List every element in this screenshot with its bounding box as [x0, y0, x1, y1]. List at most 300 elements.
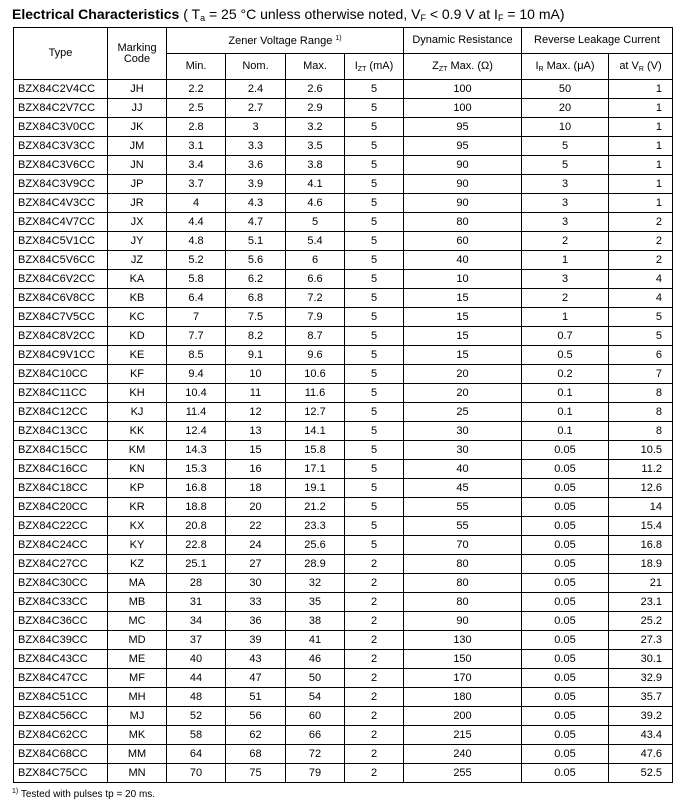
cell-izt: 2: [345, 707, 404, 726]
hdr-sub: R: [638, 65, 644, 73]
cell-vr: 4: [609, 289, 673, 308]
cell-izt: 5: [345, 498, 404, 517]
cell-vz-max: 50: [286, 669, 345, 688]
table-row: [14, 669, 673, 688]
cell-vz-min: 31: [167, 593, 226, 612]
cell-zzt-max: 40: [404, 460, 522, 479]
cell-vz-min: 52: [167, 707, 226, 726]
cell-marking: MM: [108, 745, 167, 764]
cell-marking: MB: [108, 593, 167, 612]
header-row-top: [14, 28, 673, 54]
cell-ir-max: 0.05: [522, 612, 609, 631]
cell-vz-min: 12.4: [167, 422, 226, 441]
cell-zzt-max: 15: [404, 289, 522, 308]
header-nom: Nom.: [226, 54, 286, 80]
cell-vz-min: 16.8: [167, 479, 226, 498]
cell-ir-max: 0.05: [522, 555, 609, 574]
cell-ir-max: 3: [522, 213, 609, 232]
cell-vr: 23.1: [609, 593, 673, 612]
title-condition: [183, 6, 564, 22]
cell-marking: JJ: [108, 99, 167, 118]
cell-izt: 5: [345, 517, 404, 536]
table-row: [14, 308, 673, 327]
cell-type: BZX84C12CC: [14, 403, 108, 422]
cell-type: BZX84C51CC: [14, 688, 108, 707]
cell-vz-min: 14.3: [167, 441, 226, 460]
cell-vz-max: 23.3: [286, 517, 345, 536]
cell-vz-min: 40: [167, 650, 226, 669]
cell-ir-max: 2: [522, 232, 609, 251]
cell-vz-nom: 33: [226, 593, 286, 612]
table-row: [14, 327, 673, 346]
header-zener-range: [167, 28, 404, 54]
cell-marking: KN: [108, 460, 167, 479]
cell-izt: 5: [345, 156, 404, 175]
cell-vz-nom: 3.6: [226, 156, 286, 175]
cell-type: BZX84C5V6CC: [14, 251, 108, 270]
cell-ir-max: 0.05: [522, 764, 609, 783]
cell-vr: 8: [609, 422, 673, 441]
cell-zzt-max: 200: [404, 707, 522, 726]
table-row: [14, 194, 673, 213]
cell-vr: 1: [609, 137, 673, 156]
cell-izt: 5: [345, 137, 404, 156]
cell-vz-min: 15.3: [167, 460, 226, 479]
cell-vr: 5: [609, 308, 673, 327]
cell-vr: 39.2: [609, 707, 673, 726]
header-min: Min.: [167, 54, 226, 80]
cell-marking: KJ: [108, 403, 167, 422]
cell-izt: 5: [345, 422, 404, 441]
cell-vz-nom: 51: [226, 688, 286, 707]
footnote-marker: 1): [12, 788, 19, 795]
cell-izt: 5: [345, 479, 404, 498]
section-title: [12, 6, 565, 23]
cell-zzt-max: 70: [404, 536, 522, 555]
cell-vz-min: 18.8: [167, 498, 226, 517]
cell-vz-max: 15.8: [286, 441, 345, 460]
table-row: [14, 232, 673, 251]
cell-vr: 4: [609, 270, 673, 289]
cell-type: BZX84C4V7CC: [14, 213, 108, 232]
cell-ir-max: 5: [522, 137, 609, 156]
cell-vz-max: 11.6: [286, 384, 345, 403]
cell-type: BZX84C18CC: [14, 479, 108, 498]
cell-type: BZX84C3V3CC: [14, 137, 108, 156]
table-row: [14, 555, 673, 574]
table-row: [14, 403, 673, 422]
cell-type: BZX84C9V1CC: [14, 346, 108, 365]
cell-zzt-max: 90: [404, 612, 522, 631]
cell-type: BZX84C15CC: [14, 441, 108, 460]
cell-type: BZX84C27CC: [14, 555, 108, 574]
cell-type: BZX84C33CC: [14, 593, 108, 612]
cell-marking: KM: [108, 441, 167, 460]
cell-vz-nom: 3.9: [226, 175, 286, 194]
cell-izt: 2: [345, 574, 404, 593]
cell-type: BZX84C16CC: [14, 460, 108, 479]
cell-marking: MJ: [108, 707, 167, 726]
cell-vr: 1: [609, 194, 673, 213]
cond-sub: F: [420, 13, 426, 23]
cell-zzt-max: 95: [404, 137, 522, 156]
cell-vz-min: 28: [167, 574, 226, 593]
cell-izt: 2: [345, 726, 404, 745]
cell-vz-nom: 24: [226, 536, 286, 555]
cell-ir-max: 1: [522, 308, 609, 327]
cell-vz-nom: 10: [226, 365, 286, 384]
hdr-part: at V: [619, 59, 639, 72]
cell-vz-max: 38: [286, 612, 345, 631]
title-main: Electrical Characteristics: [12, 6, 180, 22]
cell-type: BZX84C20CC: [14, 498, 108, 517]
cell-izt: 5: [345, 365, 404, 384]
cell-marking: KR: [108, 498, 167, 517]
cell-vz-min: 3.1: [167, 137, 226, 156]
cell-type: BZX84C7V5CC: [14, 308, 108, 327]
cell-type: BZX84C56CC: [14, 707, 108, 726]
cell-vr: 52.5: [609, 764, 673, 783]
cell-vz-nom: 5.6: [226, 251, 286, 270]
cell-ir-max: 0.1: [522, 403, 609, 422]
cell-vz-min: 25.1: [167, 555, 226, 574]
cell-vz-min: 4.8: [167, 232, 226, 251]
cell-vr: 8: [609, 403, 673, 422]
cell-vr: 1: [609, 80, 673, 99]
table-row: [14, 574, 673, 593]
cell-vz-min: 9.4: [167, 365, 226, 384]
cell-vz-min: 44: [167, 669, 226, 688]
cell-ir-max: 3: [522, 194, 609, 213]
cell-type: BZX84C2V7CC: [14, 99, 108, 118]
header-dynamic-resistance: Dynamic Resistance: [404, 28, 522, 54]
cell-zzt-max: 90: [404, 156, 522, 175]
cell-izt: 2: [345, 555, 404, 574]
cell-marking: MC: [108, 612, 167, 631]
cond-part: ( T: [183, 6, 201, 22]
zener-label: Zener Voltage Range: [228, 34, 333, 47]
cell-ir-max: 0.1: [522, 422, 609, 441]
cell-type: BZX84C13CC: [14, 422, 108, 441]
cell-vr: 1: [609, 156, 673, 175]
cell-vr: 5: [609, 327, 673, 346]
cell-ir-max: 0.05: [522, 707, 609, 726]
table-row: [14, 118, 673, 137]
cell-vz-nom: 43: [226, 650, 286, 669]
cell-ir-max: 0.05: [522, 631, 609, 650]
cell-vz-nom: 6.8: [226, 289, 286, 308]
cell-zzt-max: 15: [404, 308, 522, 327]
cell-type: BZX84C39CC: [14, 631, 108, 650]
cell-vr: 10.5: [609, 441, 673, 460]
cell-zzt-max: 20: [404, 365, 522, 384]
hdr-part: I: [535, 59, 539, 72]
cell-vz-min: 64: [167, 745, 226, 764]
cell-vz-nom: 3: [226, 118, 286, 137]
cell-ir-max: 0.5: [522, 346, 609, 365]
cell-ir-max: 0.7: [522, 327, 609, 346]
header-izt: [345, 54, 404, 80]
cell-izt: 5: [345, 308, 404, 327]
cell-vr: 8: [609, 384, 673, 403]
cell-marking: MF: [108, 669, 167, 688]
table-row: [14, 612, 673, 631]
cell-marking: JN: [108, 156, 167, 175]
table-row: [14, 251, 673, 270]
table-body: [14, 80, 673, 783]
cell-vz-max: 21.2: [286, 498, 345, 517]
cell-vz-max: 17.1: [286, 460, 345, 479]
cell-vz-max: 9.6: [286, 346, 345, 365]
cell-vr: 15.4: [609, 517, 673, 536]
cell-vz-nom: 68: [226, 745, 286, 764]
cond-sub: a: [200, 13, 206, 23]
cell-zzt-max: 10: [404, 270, 522, 289]
cell-vz-nom: 18: [226, 479, 286, 498]
cell-izt: 5: [345, 99, 404, 118]
cell-izt: 5: [345, 213, 404, 232]
cell-vz-max: 10.6: [286, 365, 345, 384]
hdr-sub: R: [538, 65, 544, 73]
cell-vr: 27.3: [609, 631, 673, 650]
cell-vz-min: 48: [167, 688, 226, 707]
cell-ir-max: 0.1: [522, 384, 609, 403]
cell-ir-max: 50: [522, 80, 609, 99]
cell-marking: KP: [108, 479, 167, 498]
header-reverse-leakage: Reverse Leakage Current: [522, 28, 673, 54]
cell-vz-min: 4: [167, 194, 226, 213]
table-row: [14, 498, 673, 517]
cell-type: BZX84C24CC: [14, 536, 108, 555]
footnote: [12, 788, 155, 800]
cell-vz-min: 5.8: [167, 270, 226, 289]
cell-vz-max: 5: [286, 213, 345, 232]
cell-vz-nom: 7.5: [226, 308, 286, 327]
cell-vr: 16.8: [609, 536, 673, 555]
cell-vr: 12.6: [609, 479, 673, 498]
cell-izt: 5: [345, 289, 404, 308]
cell-zzt-max: 30: [404, 422, 522, 441]
cell-vz-nom: 13: [226, 422, 286, 441]
cell-type: BZX84C6V8CC: [14, 289, 108, 308]
cell-vz-min: 58: [167, 726, 226, 745]
cell-vz-nom: 6.2: [226, 270, 286, 289]
cell-zzt-max: 100: [404, 99, 522, 118]
cell-vz-max: 4.1: [286, 175, 345, 194]
table-row: [14, 631, 673, 650]
cell-vz-min: 7: [167, 308, 226, 327]
cell-izt: 5: [345, 460, 404, 479]
table-row: [14, 726, 673, 745]
cell-vz-max: 25.6: [286, 536, 345, 555]
cell-marking: KK: [108, 422, 167, 441]
footnote-ref: 1): [335, 34, 342, 42]
cell-vr: 35.7: [609, 688, 673, 707]
cell-vr: 2: [609, 213, 673, 232]
cell-zzt-max: 80: [404, 555, 522, 574]
cell-izt: 5: [345, 118, 404, 137]
cell-vz-max: 5.4: [286, 232, 345, 251]
cell-marking: KB: [108, 289, 167, 308]
table-row: [14, 365, 673, 384]
cell-zzt-max: 80: [404, 593, 522, 612]
cell-ir-max: 2: [522, 289, 609, 308]
cell-zzt-max: 130: [404, 631, 522, 650]
cell-izt: 2: [345, 593, 404, 612]
cell-vz-nom: 15: [226, 441, 286, 460]
table-row: [14, 175, 673, 194]
table-row: [14, 479, 673, 498]
cell-marking: JM: [108, 137, 167, 156]
cell-ir-max: 0.05: [522, 650, 609, 669]
cell-ir-max: 0.05: [522, 479, 609, 498]
cell-vz-max: 14.1: [286, 422, 345, 441]
cell-vz-max: 6: [286, 251, 345, 270]
cell-type: BZX84C47CC: [14, 669, 108, 688]
cell-vz-nom: 3.3: [226, 137, 286, 156]
cell-zzt-max: 45: [404, 479, 522, 498]
cell-vz-nom: 22: [226, 517, 286, 536]
cell-zzt-max: 170: [404, 669, 522, 688]
cell-ir-max: 3: [522, 270, 609, 289]
table-row: [14, 346, 673, 365]
cell-zzt-max: 80: [404, 213, 522, 232]
cell-marking: MA: [108, 574, 167, 593]
cell-type: BZX84C2V4CC: [14, 80, 108, 99]
cell-vr: 2: [609, 232, 673, 251]
cell-vz-nom: 27: [226, 555, 286, 574]
cell-zzt-max: 55: [404, 498, 522, 517]
header-zzt: [404, 54, 522, 80]
cell-vr: 47.6: [609, 745, 673, 764]
cell-marking: JK: [108, 118, 167, 137]
cell-izt: 2: [345, 745, 404, 764]
cell-zzt-max: 60: [404, 232, 522, 251]
cell-vr: 2: [609, 251, 673, 270]
cell-type: BZX84C11CC: [14, 384, 108, 403]
table-row: [14, 593, 673, 612]
table-row: [14, 384, 673, 403]
cell-vz-min: 22.8: [167, 536, 226, 555]
cell-zzt-max: 95: [404, 118, 522, 137]
table-row: [14, 517, 673, 536]
cell-ir-max: 3: [522, 175, 609, 194]
cell-vz-min: 6.4: [167, 289, 226, 308]
cell-vz-max: 12.7: [286, 403, 345, 422]
table-row: [14, 707, 673, 726]
cell-vz-max: 8.7: [286, 327, 345, 346]
cell-vz-nom: 2.7: [226, 99, 286, 118]
hdr-part: Max. (μA): [543, 59, 595, 72]
table-row: [14, 213, 673, 232]
cell-vz-max: 4.6: [286, 194, 345, 213]
cell-izt: 5: [345, 403, 404, 422]
cell-izt: 5: [345, 80, 404, 99]
cell-marking: MK: [108, 726, 167, 745]
cell-ir-max: 0.05: [522, 460, 609, 479]
cell-izt: 2: [345, 669, 404, 688]
cell-vz-min: 70: [167, 764, 226, 783]
cell-marking: JR: [108, 194, 167, 213]
cell-vz-min: 7.7: [167, 327, 226, 346]
characteristics-table: [13, 27, 673, 783]
cell-marking: KH: [108, 384, 167, 403]
cell-vz-max: 41: [286, 631, 345, 650]
cell-marking: KA: [108, 270, 167, 289]
cell-zzt-max: 255: [404, 764, 522, 783]
cell-zzt-max: 55: [404, 517, 522, 536]
header-marking-code: Marking Code: [108, 28, 167, 80]
cell-zzt-max: 15: [404, 346, 522, 365]
cell-type: BZX84C30CC: [14, 574, 108, 593]
cell-vz-nom: 4.3: [226, 194, 286, 213]
cell-vz-max: 35: [286, 593, 345, 612]
table-row: [14, 80, 673, 99]
cell-ir-max: 10: [522, 118, 609, 137]
cell-zzt-max: 240: [404, 745, 522, 764]
cell-izt: 2: [345, 631, 404, 650]
cell-vz-min: 3.7: [167, 175, 226, 194]
cell-zzt-max: 20: [404, 384, 522, 403]
table-row: [14, 688, 673, 707]
hdr-part: (mA): [366, 59, 394, 72]
cell-zzt-max: 30: [404, 441, 522, 460]
table-row: [14, 536, 673, 555]
cell-vr: 1: [609, 175, 673, 194]
cell-vr: 7: [609, 365, 673, 384]
cell-vz-min: 3.4: [167, 156, 226, 175]
cell-vz-min: 10.4: [167, 384, 226, 403]
cell-marking: JZ: [108, 251, 167, 270]
cell-vz-min: 37: [167, 631, 226, 650]
cell-vr: 32.9: [609, 669, 673, 688]
cell-vz-max: 2.9: [286, 99, 345, 118]
header-max: Max.: [286, 54, 345, 80]
cell-type: BZX84C75CC: [14, 764, 108, 783]
cell-type: BZX84C5V1CC: [14, 232, 108, 251]
cell-zzt-max: 215: [404, 726, 522, 745]
cell-vz-max: 72: [286, 745, 345, 764]
cell-vz-nom: 8.2: [226, 327, 286, 346]
cell-vz-max: 60: [286, 707, 345, 726]
cell-ir-max: 20: [522, 99, 609, 118]
cell-zzt-max: 90: [404, 175, 522, 194]
cell-ir-max: 0.05: [522, 441, 609, 460]
cell-vz-min: 5.2: [167, 251, 226, 270]
cell-vz-nom: 56: [226, 707, 286, 726]
cell-vz-max: 54: [286, 688, 345, 707]
cell-marking: KE: [108, 346, 167, 365]
cell-marking: MH: [108, 688, 167, 707]
cell-ir-max: 0.05: [522, 536, 609, 555]
cell-vz-nom: 5.1: [226, 232, 286, 251]
cell-marking: KC: [108, 308, 167, 327]
cell-izt: 5: [345, 270, 404, 289]
cell-ir-max: 0.05: [522, 688, 609, 707]
cell-marking: KZ: [108, 555, 167, 574]
hdr-part: (V): [643, 59, 662, 72]
cond-part: = 10 mA): [503, 6, 565, 22]
cell-vz-max: 3.8: [286, 156, 345, 175]
cell-marking: ME: [108, 650, 167, 669]
cell-vz-nom: 62: [226, 726, 286, 745]
cell-vz-max: 3.5: [286, 137, 345, 156]
table-row: [14, 99, 673, 118]
cell-ir-max: 0.05: [522, 669, 609, 688]
cell-vr: 14: [609, 498, 673, 517]
cond-part: < 0.9 V at I: [425, 6, 498, 22]
cell-vz-nom: 20: [226, 498, 286, 517]
